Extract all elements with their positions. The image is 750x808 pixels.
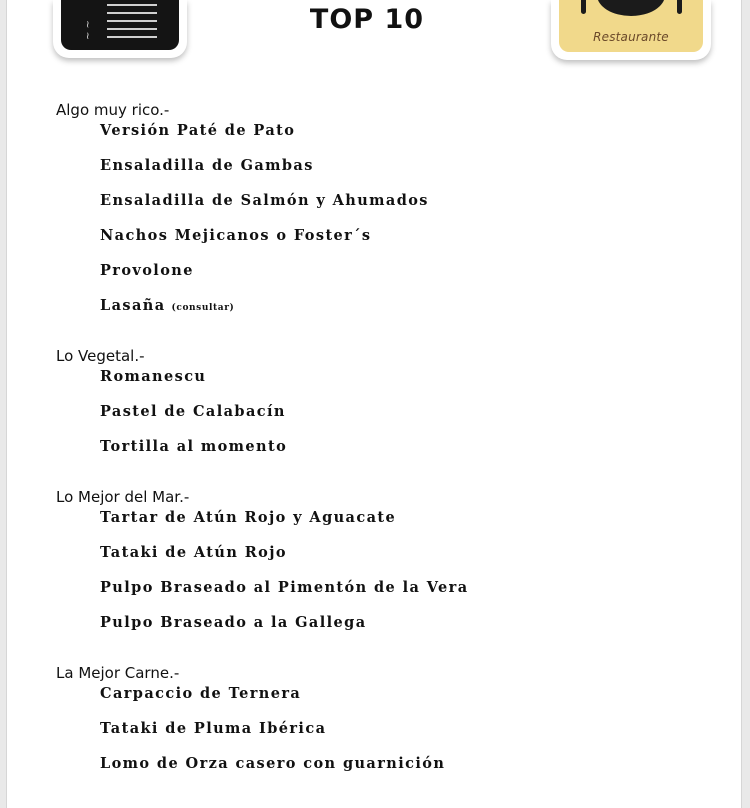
section-title: La Mejor Carne.- — [56, 664, 180, 682]
menu-item-name: Versión Paté de Pato — [100, 122, 296, 139]
menu-section — [56, 346, 696, 457]
menu-item-name: Tortilla al momento — [100, 438, 288, 455]
menu-item — [100, 401, 696, 422]
menu-item — [100, 612, 696, 633]
menu-item — [100, 577, 696, 598]
menu-item — [100, 155, 696, 176]
menu-item-name: Pulpo Braseado a la Gallega — [100, 614, 367, 631]
menu-item — [100, 436, 696, 457]
menu-list — [56, 100, 696, 804]
menu-item-name: Provolone — [100, 262, 194, 279]
right-logo-label: Restaurante — [593, 30, 669, 44]
menu-item — [100, 295, 696, 316]
left-logo-script-mark: ~ ~ — [83, 20, 94, 40]
section-title: Lo Mejor del Mar.- — [56, 488, 190, 506]
menu-item — [100, 190, 696, 211]
page-title: TOP 10 — [309, 4, 425, 35]
plate-icon — [597, 0, 665, 16]
menu-item — [100, 260, 696, 281]
menu-item-name: Pulpo Braseado al Pimentón de la Vera — [100, 579, 469, 596]
menu-item-name: Tataki de Pluma Ibérica — [100, 720, 327, 737]
menu-item — [100, 718, 696, 739]
menu-item — [100, 225, 696, 246]
menu-item-name: Ensaladilla de Salmón y Ahumados — [100, 192, 429, 209]
left-logo — [53, 0, 187, 58]
right-logo-badge — [559, 0, 703, 52]
menu-section — [56, 487, 696, 633]
menu-item-name: Nachos Mejicanos o Foster´s — [100, 227, 372, 244]
right-logo — [551, 0, 711, 60]
menu-item-name: Pastel de Calabacín — [100, 403, 286, 420]
menu-section — [56, 663, 696, 774]
menu-item-name: Ensaladilla de Gambas — [100, 157, 314, 174]
knife-icon — [677, 0, 682, 14]
menu-item-name: Lasaña — [100, 297, 166, 314]
left-logo-badge — [61, 0, 179, 50]
menu-page — [6, 0, 742, 808]
menu-item — [100, 507, 696, 528]
section-title: Algo muy rico.- — [56, 101, 170, 119]
menu-item — [100, 542, 696, 563]
left-logo-lines-icon — [107, 4, 157, 44]
menu-item-name: Tataki de Atún Rojo — [100, 544, 287, 561]
menu-item-name: Carpaccio de Ternera — [100, 685, 302, 702]
menu-item — [100, 366, 696, 387]
menu-item-note: (consultar) — [171, 303, 235, 313]
menu-item-name: Romanescu — [100, 368, 207, 385]
fork-icon — [581, 0, 586, 14]
menu-item — [100, 683, 696, 704]
menu-item — [100, 120, 696, 141]
menu-section — [56, 100, 696, 316]
menu-item-name: Lomo de Orza casero con guarnición — [100, 755, 446, 772]
section-title: Lo Vegetal.- — [56, 347, 145, 365]
menu-item-name: Tartar de Atún Rojo y Aguacate — [100, 509, 397, 526]
menu-item — [100, 753, 696, 774]
